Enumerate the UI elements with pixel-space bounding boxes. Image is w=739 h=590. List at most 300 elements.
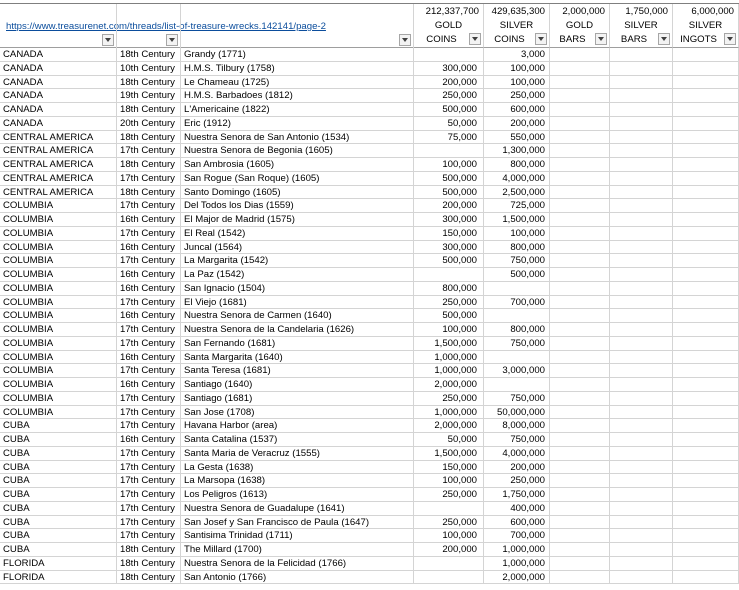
- silver-ingots-cell[interactable]: [673, 158, 739, 172]
- silver-coins-cell[interactable]: 750,000: [484, 433, 550, 447]
- filter-dropdown-icon[interactable]: [469, 33, 481, 45]
- filter-dropdown-icon[interactable]: [595, 33, 607, 45]
- century-cell[interactable]: 17th Century: [117, 474, 181, 488]
- wreck-name-cell[interactable]: San Josef y San Francisco de Paula (1647): [181, 516, 414, 530]
- silver-coins-cell[interactable]: 250,000: [484, 474, 550, 488]
- wreck-name-cell[interactable]: El Major de Madrid (1575): [181, 213, 414, 227]
- gold-coins-cell[interactable]: [414, 48, 484, 62]
- gold-coins-cell[interactable]: 75,000: [414, 131, 484, 145]
- gold-bars-cell[interactable]: [550, 158, 610, 172]
- silver-bars-cell[interactable]: [610, 419, 673, 433]
- gold-coins-cell[interactable]: 250,000: [414, 392, 484, 406]
- silver-coins-cell[interactable]: 100,000: [484, 76, 550, 90]
- silver-bars-cell[interactable]: [610, 502, 673, 516]
- silver-bars-cell[interactable]: [610, 186, 673, 200]
- gold-coins-cell[interactable]: 250,000: [414, 516, 484, 530]
- wreck-name-cell[interactable]: Le Chameau (1725): [181, 76, 414, 90]
- gold-coins-cell[interactable]: 1,500,000: [414, 337, 484, 351]
- silver-bars-cell[interactable]: [610, 337, 673, 351]
- gold-bars-cell[interactable]: [550, 529, 610, 543]
- country-cell[interactable]: CENTRAL AMERICA: [0, 172, 117, 186]
- country-cell[interactable]: FLORIDA: [0, 557, 117, 571]
- wreck-name-cell[interactable]: El Real (1542): [181, 227, 414, 241]
- silver-coins-cell[interactable]: 3,000,000: [484, 364, 550, 378]
- wreck-name-cell[interactable]: La Gesta (1638): [181, 461, 414, 475]
- gold-coins-cell[interactable]: 500,000: [414, 309, 484, 323]
- gold-coins-cell[interactable]: 1,000,000: [414, 364, 484, 378]
- gold-bars-cell[interactable]: [550, 474, 610, 488]
- silver-bars-cell[interactable]: [610, 268, 673, 282]
- silver-coins-cell[interactable]: 2,000,000: [484, 571, 550, 585]
- wreck-name-cell[interactable]: Nuestra Senora de la Candelaria (1626): [181, 323, 414, 337]
- wreck-name-cell[interactable]: Nuestra Senora de Carmen (1640): [181, 309, 414, 323]
- gold-coins-cell[interactable]: 800,000: [414, 282, 484, 296]
- gold-bars-cell[interactable]: [550, 89, 610, 103]
- gold-bars-cell[interactable]: [550, 571, 610, 585]
- gold-bars-cell[interactable]: [550, 186, 610, 200]
- silver-ingots-cell[interactable]: [673, 392, 739, 406]
- silver-bars-cell[interactable]: [610, 474, 673, 488]
- gold-bars-cell[interactable]: [550, 502, 610, 516]
- wreck-name-cell[interactable]: The Millard (1700): [181, 543, 414, 557]
- silver-coins-cell[interactable]: 200,000: [484, 461, 550, 475]
- wreck-name-cell[interactable]: Nuestra Senora de Guadalupe (1641): [181, 502, 414, 516]
- silver-bars-cell[interactable]: [610, 76, 673, 90]
- gold-bars-cell[interactable]: [550, 364, 610, 378]
- silver-coins-cell[interactable]: 800,000: [484, 158, 550, 172]
- silver-bars-cell[interactable]: [610, 131, 673, 145]
- silver-bars-cell[interactable]: [610, 461, 673, 475]
- wreck-name-cell[interactable]: Santa Catalina (1537): [181, 433, 414, 447]
- century-cell[interactable]: 16th Century: [117, 213, 181, 227]
- silver-coins-cell[interactable]: 800,000: [484, 323, 550, 337]
- gold-coins-cell[interactable]: 1,000,000: [414, 351, 484, 365]
- silver-bars-cell[interactable]: [610, 571, 673, 585]
- country-cell[interactable]: COLUMBIA: [0, 406, 117, 420]
- country-cell[interactable]: CANADA: [0, 103, 117, 117]
- silver-coins-cell[interactable]: 1,750,000: [484, 488, 550, 502]
- silver-ingots-cell[interactable]: [673, 227, 739, 241]
- silver-ingots-cell[interactable]: [673, 62, 739, 76]
- gold-bars-cell[interactable]: [550, 254, 610, 268]
- wreck-name-cell[interactable]: San Jose (1708): [181, 406, 414, 420]
- silver-coins-cell[interactable]: [484, 282, 550, 296]
- wreck-name-cell[interactable]: Grandy (1771): [181, 48, 414, 62]
- gold-coins-cell[interactable]: 300,000: [414, 62, 484, 76]
- gold-bars-cell[interactable]: [550, 117, 610, 131]
- century-cell[interactable]: 16th Century: [117, 241, 181, 255]
- century-cell[interactable]: 17th Century: [117, 144, 181, 158]
- silver-coins-cell[interactable]: 200,000: [484, 117, 550, 131]
- gold-bars-cell[interactable]: [550, 323, 610, 337]
- silver-bars-cell[interactable]: [610, 351, 673, 365]
- gold-bars-cell[interactable]: [550, 227, 610, 241]
- silver-coins-cell[interactable]: 750,000: [484, 254, 550, 268]
- gold-bars-cell[interactable]: [550, 144, 610, 158]
- gold-bars-cell[interactable]: [550, 199, 610, 213]
- silver-coins-cell[interactable]: 8,000,000: [484, 419, 550, 433]
- silver-ingots-cell[interactable]: [673, 516, 739, 530]
- gold-bars-cell[interactable]: [550, 76, 610, 90]
- silver-coins-cell[interactable]: [484, 309, 550, 323]
- gold-bars-cell[interactable]: [550, 241, 610, 255]
- silver-bars-cell[interactable]: [610, 392, 673, 406]
- century-cell[interactable]: 16th Century: [117, 282, 181, 296]
- wreck-name-cell[interactable]: Santisima Trinidad (1711): [181, 529, 414, 543]
- wreck-name-cell[interactable]: H.M.S. Tilbury (1758): [181, 62, 414, 76]
- filter-dropdown-icon[interactable]: [658, 33, 670, 45]
- gold-bars-cell[interactable]: [550, 447, 610, 461]
- wreck-name-cell[interactable]: L'Americaine (1822): [181, 103, 414, 117]
- silver-bars-cell[interactable]: [610, 447, 673, 461]
- wreck-name-cell[interactable]: La Margarita (1542): [181, 254, 414, 268]
- silver-coins-cell[interactable]: 700,000: [484, 296, 550, 310]
- silver-ingots-cell[interactable]: [673, 76, 739, 90]
- silver-coins-cell[interactable]: 700,000: [484, 529, 550, 543]
- silver-coins-cell[interactable]: [484, 378, 550, 392]
- country-cell[interactable]: COLUMBIA: [0, 241, 117, 255]
- silver-coins-cell[interactable]: 100,000: [484, 227, 550, 241]
- century-cell[interactable]: 16th Century: [117, 351, 181, 365]
- wreck-name-cell[interactable]: Nuestra Senora de San Antonio (1534): [181, 131, 414, 145]
- gold-bars-cell[interactable]: [550, 268, 610, 282]
- silver-coins-cell[interactable]: 1,000,000: [484, 543, 550, 557]
- silver-ingots-cell[interactable]: [673, 309, 739, 323]
- century-cell[interactable]: 17th Century: [117, 516, 181, 530]
- country-cell[interactable]: CUBA: [0, 516, 117, 530]
- gold-bars-cell[interactable]: [550, 461, 610, 475]
- silver-ingots-cell[interactable]: [673, 103, 739, 117]
- silver-ingots-cell[interactable]: [673, 241, 739, 255]
- source-url-link[interactable]: https://www.treasurenet.com/threads/list-of-treasure-wrecks.142141/page-2: [6, 21, 326, 32]
- silver-ingots-cell[interactable]: [673, 89, 739, 103]
- wreck-name-cell[interactable]: Santa Teresa (1681): [181, 364, 414, 378]
- wreck-name-cell[interactable]: Eric (1912): [181, 117, 414, 131]
- country-cell[interactable]: COLUMBIA: [0, 296, 117, 310]
- country-cell[interactable]: COLUMBIA: [0, 268, 117, 282]
- gold-bars-cell[interactable]: [550, 351, 610, 365]
- silver-ingots-cell[interactable]: [673, 571, 739, 585]
- filter-dropdown-icon[interactable]: [535, 33, 547, 45]
- filter-dropdown-icon[interactable]: [724, 33, 736, 45]
- silver-bars-cell[interactable]: [610, 364, 673, 378]
- country-cell[interactable]: CANADA: [0, 48, 117, 62]
- gold-coins-cell[interactable]: 300,000: [414, 241, 484, 255]
- gold-coins-cell[interactable]: [414, 268, 484, 282]
- wreck-name-cell[interactable]: Del Todos los Dias (1559): [181, 199, 414, 213]
- silver-bars-cell[interactable]: [610, 254, 673, 268]
- gold-coins-cell[interactable]: 200,000: [414, 543, 484, 557]
- silver-ingots-cell[interactable]: [673, 378, 739, 392]
- silver-coins-cell[interactable]: 750,000: [484, 337, 550, 351]
- century-cell[interactable]: 17th Century: [117, 461, 181, 475]
- silver-bars-cell[interactable]: [610, 172, 673, 186]
- country-cell[interactable]: CUBA: [0, 488, 117, 502]
- gold-coins-cell[interactable]: 200,000: [414, 199, 484, 213]
- country-cell[interactable]: CUBA: [0, 529, 117, 543]
- century-cell[interactable]: 18th Century: [117, 131, 181, 145]
- gold-bars-cell[interactable]: [550, 433, 610, 447]
- silver-ingots-cell[interactable]: [673, 502, 739, 516]
- wreck-name-cell[interactable]: Juncal (1564): [181, 241, 414, 255]
- silver-ingots-cell[interactable]: [673, 213, 739, 227]
- gold-coins-cell[interactable]: 1,500,000: [414, 447, 484, 461]
- gold-bars-cell[interactable]: [550, 406, 610, 420]
- wreck-name-cell[interactable]: San Rogue (San Roque) (1605): [181, 172, 414, 186]
- century-cell[interactable]: 17th Century: [117, 227, 181, 241]
- gold-coins-cell[interactable]: 500,000: [414, 254, 484, 268]
- century-cell[interactable]: 18th Century: [117, 48, 181, 62]
- silver-ingots-cell[interactable]: [673, 268, 739, 282]
- silver-ingots-cell[interactable]: [673, 474, 739, 488]
- century-cell[interactable]: 10th Century: [117, 62, 181, 76]
- silver-bars-cell[interactable]: [610, 296, 673, 310]
- gold-coins-cell[interactable]: 300,000: [414, 213, 484, 227]
- wreck-name-cell[interactable]: Nuestra Senora de la Felicidad (1766): [181, 557, 414, 571]
- gold-bars-cell[interactable]: [550, 488, 610, 502]
- gold-coins-cell[interactable]: 2,000,000: [414, 378, 484, 392]
- silver-ingots-cell[interactable]: [673, 529, 739, 543]
- gold-coins-cell[interactable]: 500,000: [414, 186, 484, 200]
- country-cell[interactable]: CANADA: [0, 117, 117, 131]
- gold-bars-cell[interactable]: [550, 516, 610, 530]
- country-cell[interactable]: CUBA: [0, 447, 117, 461]
- silver-bars-cell[interactable]: [610, 529, 673, 543]
- silver-ingots-cell[interactable]: [673, 337, 739, 351]
- country-cell[interactable]: CENTRAL AMERICA: [0, 144, 117, 158]
- silver-bars-cell[interactable]: [610, 213, 673, 227]
- silver-ingots-cell[interactable]: [673, 172, 739, 186]
- silver-ingots-cell[interactable]: [673, 48, 739, 62]
- century-cell[interactable]: 17th Century: [117, 488, 181, 502]
- wreck-name-cell[interactable]: Santiago (1681): [181, 392, 414, 406]
- silver-ingots-cell[interactable]: [673, 254, 739, 268]
- silver-bars-cell[interactable]: [610, 309, 673, 323]
- silver-ingots-cell[interactable]: [673, 543, 739, 557]
- silver-coins-cell[interactable]: 500,000: [484, 268, 550, 282]
- country-cell[interactable]: COLUMBIA: [0, 378, 117, 392]
- silver-bars-cell[interactable]: [610, 406, 673, 420]
- century-cell[interactable]: 16th Century: [117, 378, 181, 392]
- silver-bars-cell[interactable]: [610, 488, 673, 502]
- country-cell[interactable]: COLUMBIA: [0, 282, 117, 296]
- country-cell[interactable]: CUBA: [0, 461, 117, 475]
- wreck-name-cell[interactable]: H.M.S. Barbadoes (1812): [181, 89, 414, 103]
- century-cell[interactable]: 20th Century: [117, 117, 181, 131]
- country-cell[interactable]: CUBA: [0, 543, 117, 557]
- country-cell[interactable]: COLUMBIA: [0, 213, 117, 227]
- gold-bars-cell[interactable]: [550, 419, 610, 433]
- country-cell[interactable]: CENTRAL AMERICA: [0, 186, 117, 200]
- country-cell[interactable]: CANADA: [0, 89, 117, 103]
- century-cell[interactable]: 19th Century: [117, 89, 181, 103]
- silver-ingots-cell[interactable]: [673, 364, 739, 378]
- century-cell[interactable]: 17th Century: [117, 296, 181, 310]
- wreck-name-cell[interactable]: San Antonio (1766): [181, 571, 414, 585]
- gold-coins-cell[interactable]: 50,000: [414, 117, 484, 131]
- filter-dropdown-icon[interactable]: [102, 34, 114, 46]
- silver-bars-cell[interactable]: [610, 144, 673, 158]
- century-cell[interactable]: 16th Century: [117, 309, 181, 323]
- gold-coins-cell[interactable]: 100,000: [414, 474, 484, 488]
- century-cell[interactable]: 18th Century: [117, 543, 181, 557]
- gold-bars-cell[interactable]: [550, 62, 610, 76]
- silver-bars-cell[interactable]: [610, 158, 673, 172]
- silver-coins-cell[interactable]: 50,000,000: [484, 406, 550, 420]
- century-cell[interactable]: 17th Century: [117, 199, 181, 213]
- country-cell[interactable]: CANADA: [0, 76, 117, 90]
- country-cell[interactable]: COLUMBIA: [0, 227, 117, 241]
- wreck-name-cell[interactable]: Santa Margarita (1640): [181, 351, 414, 365]
- silver-bars-cell[interactable]: [610, 199, 673, 213]
- silver-coins-cell[interactable]: 3,000: [484, 48, 550, 62]
- century-cell[interactable]: 17th Century: [117, 337, 181, 351]
- century-cell[interactable]: 18th Century: [117, 158, 181, 172]
- gold-coins-cell[interactable]: 500,000: [414, 172, 484, 186]
- silver-coins-cell[interactable]: 1,500,000: [484, 213, 550, 227]
- silver-coins-cell[interactable]: [484, 351, 550, 365]
- country-cell[interactable]: CUBA: [0, 502, 117, 516]
- silver-bars-cell[interactable]: [610, 103, 673, 117]
- wreck-name-cell[interactable]: San Ambrosia (1605): [181, 158, 414, 172]
- silver-coins-cell[interactable]: 600,000: [484, 103, 550, 117]
- country-cell[interactable]: CANADA: [0, 62, 117, 76]
- country-cell[interactable]: COLUMBIA: [0, 309, 117, 323]
- silver-bars-cell[interactable]: [610, 378, 673, 392]
- silver-coins-cell[interactable]: 1,000,000: [484, 557, 550, 571]
- country-cell[interactable]: COLUMBIA: [0, 323, 117, 337]
- silver-bars-cell[interactable]: [610, 48, 673, 62]
- silver-coins-cell[interactable]: 1,300,000: [484, 144, 550, 158]
- gold-coins-cell[interactable]: [414, 571, 484, 585]
- century-cell[interactable]: 17th Century: [117, 172, 181, 186]
- gold-coins-cell[interactable]: 150,000: [414, 461, 484, 475]
- silver-ingots-cell[interactable]: [673, 406, 739, 420]
- gold-coins-cell[interactable]: 2,000,000: [414, 419, 484, 433]
- country-cell[interactable]: COLUMBIA: [0, 351, 117, 365]
- century-cell[interactable]: 16th Century: [117, 433, 181, 447]
- wreck-name-cell[interactable]: San Ignacio (1504): [181, 282, 414, 296]
- silver-ingots-cell[interactable]: [673, 447, 739, 461]
- silver-coins-cell[interactable]: 600,000: [484, 516, 550, 530]
- wreck-name-cell[interactable]: Havana Harbor (area): [181, 419, 414, 433]
- gold-coins-cell[interactable]: [414, 502, 484, 516]
- gold-bars-cell[interactable]: [550, 172, 610, 186]
- silver-bars-cell[interactable]: [610, 323, 673, 337]
- wreck-name-cell[interactable]: San Fernando (1681): [181, 337, 414, 351]
- gold-coins-cell[interactable]: 1,000,000: [414, 406, 484, 420]
- silver-ingots-cell[interactable]: [673, 461, 739, 475]
- silver-ingots-cell[interactable]: [673, 144, 739, 158]
- silver-ingots-cell[interactable]: [673, 557, 739, 571]
- country-cell[interactable]: CUBA: [0, 433, 117, 447]
- gold-bars-cell[interactable]: [550, 392, 610, 406]
- gold-coins-cell[interactable]: 100,000: [414, 158, 484, 172]
- century-cell[interactable]: 17th Century: [117, 419, 181, 433]
- century-cell[interactable]: 17th Century: [117, 529, 181, 543]
- century-cell[interactable]: 18th Century: [117, 186, 181, 200]
- wreck-name-cell[interactable]: Los Peligros (1613): [181, 488, 414, 502]
- gold-coins-cell[interactable]: 50,000: [414, 433, 484, 447]
- gold-bars-cell[interactable]: [550, 48, 610, 62]
- country-cell[interactable]: CUBA: [0, 474, 117, 488]
- silver-coins-cell[interactable]: 4,000,000: [484, 447, 550, 461]
- wreck-name-cell[interactable]: Santa Maria de Veracruz (1555): [181, 447, 414, 461]
- gold-bars-cell[interactable]: [550, 103, 610, 117]
- country-cell[interactable]: CENTRAL AMERICA: [0, 158, 117, 172]
- silver-bars-cell[interactable]: [610, 557, 673, 571]
- gold-coins-cell[interactable]: 100,000: [414, 529, 484, 543]
- wreck-name-cell[interactable]: Santiago (1640): [181, 378, 414, 392]
- silver-bars-cell[interactable]: [610, 89, 673, 103]
- silver-coins-cell[interactable]: 250,000: [484, 89, 550, 103]
- century-cell[interactable]: 18th Century: [117, 76, 181, 90]
- silver-coins-cell[interactable]: 100,000: [484, 62, 550, 76]
- gold-coins-cell[interactable]: [414, 557, 484, 571]
- gold-coins-cell[interactable]: 250,000: [414, 296, 484, 310]
- country-cell[interactable]: COLUMBIA: [0, 364, 117, 378]
- silver-bars-cell[interactable]: [610, 117, 673, 131]
- silver-coins-cell[interactable]: 725,000: [484, 199, 550, 213]
- silver-bars-cell[interactable]: [610, 543, 673, 557]
- century-cell[interactable]: 18th Century: [117, 571, 181, 585]
- century-cell[interactable]: 17th Century: [117, 364, 181, 378]
- silver-bars-cell[interactable]: [610, 241, 673, 255]
- country-cell[interactable]: COLUMBIA: [0, 254, 117, 268]
- silver-ingots-cell[interactable]: [673, 323, 739, 337]
- country-cell[interactable]: COLUMBIA: [0, 199, 117, 213]
- century-cell[interactable]: 17th Century: [117, 323, 181, 337]
- gold-coins-cell[interactable]: 250,000: [414, 89, 484, 103]
- wreck-name-cell[interactable]: Nuestra Senora de Begonia (1605): [181, 144, 414, 158]
- gold-bars-cell[interactable]: [550, 337, 610, 351]
- filter-dropdown-icon[interactable]: [399, 34, 411, 46]
- country-cell[interactable]: CENTRAL AMERICA: [0, 131, 117, 145]
- gold-bars-cell[interactable]: [550, 543, 610, 557]
- century-cell[interactable]: 17th Century: [117, 406, 181, 420]
- silver-coins-cell[interactable]: 2,500,000: [484, 186, 550, 200]
- silver-bars-cell[interactable]: [610, 516, 673, 530]
- silver-ingots-cell[interactable]: [673, 351, 739, 365]
- country-cell[interactable]: CUBA: [0, 419, 117, 433]
- century-cell[interactable]: 17th Century: [117, 447, 181, 461]
- gold-bars-cell[interactable]: [550, 378, 610, 392]
- century-cell[interactable]: 18th Century: [117, 103, 181, 117]
- country-cell[interactable]: FLORIDA: [0, 571, 117, 585]
- silver-coins-cell[interactable]: 400,000: [484, 502, 550, 516]
- silver-ingots-cell[interactable]: [673, 433, 739, 447]
- gold-bars-cell[interactable]: [550, 296, 610, 310]
- silver-coins-cell[interactable]: 550,000: [484, 131, 550, 145]
- silver-ingots-cell[interactable]: [673, 488, 739, 502]
- gold-coins-cell[interactable]: [414, 144, 484, 158]
- century-cell[interactable]: 16th Century: [117, 268, 181, 282]
- gold-bars-cell[interactable]: [550, 282, 610, 296]
- wreck-name-cell[interactable]: Santo Domingo (1605): [181, 186, 414, 200]
- gold-coins-cell[interactable]: 100,000: [414, 323, 484, 337]
- silver-bars-cell[interactable]: [610, 282, 673, 296]
- gold-bars-cell[interactable]: [550, 557, 610, 571]
- gold-bars-cell[interactable]: [550, 131, 610, 145]
- country-cell[interactable]: COLUMBIA: [0, 392, 117, 406]
- country-cell[interactable]: COLUMBIA: [0, 337, 117, 351]
- century-cell[interactable]: 17th Century: [117, 502, 181, 516]
- silver-bars-cell[interactable]: [610, 227, 673, 241]
- wreck-name-cell[interactable]: El Viejo (1681): [181, 296, 414, 310]
- silver-ingots-cell[interactable]: [673, 186, 739, 200]
- wreck-name-cell[interactable]: La Marsopa (1638): [181, 474, 414, 488]
- silver-ingots-cell[interactable]: [673, 117, 739, 131]
